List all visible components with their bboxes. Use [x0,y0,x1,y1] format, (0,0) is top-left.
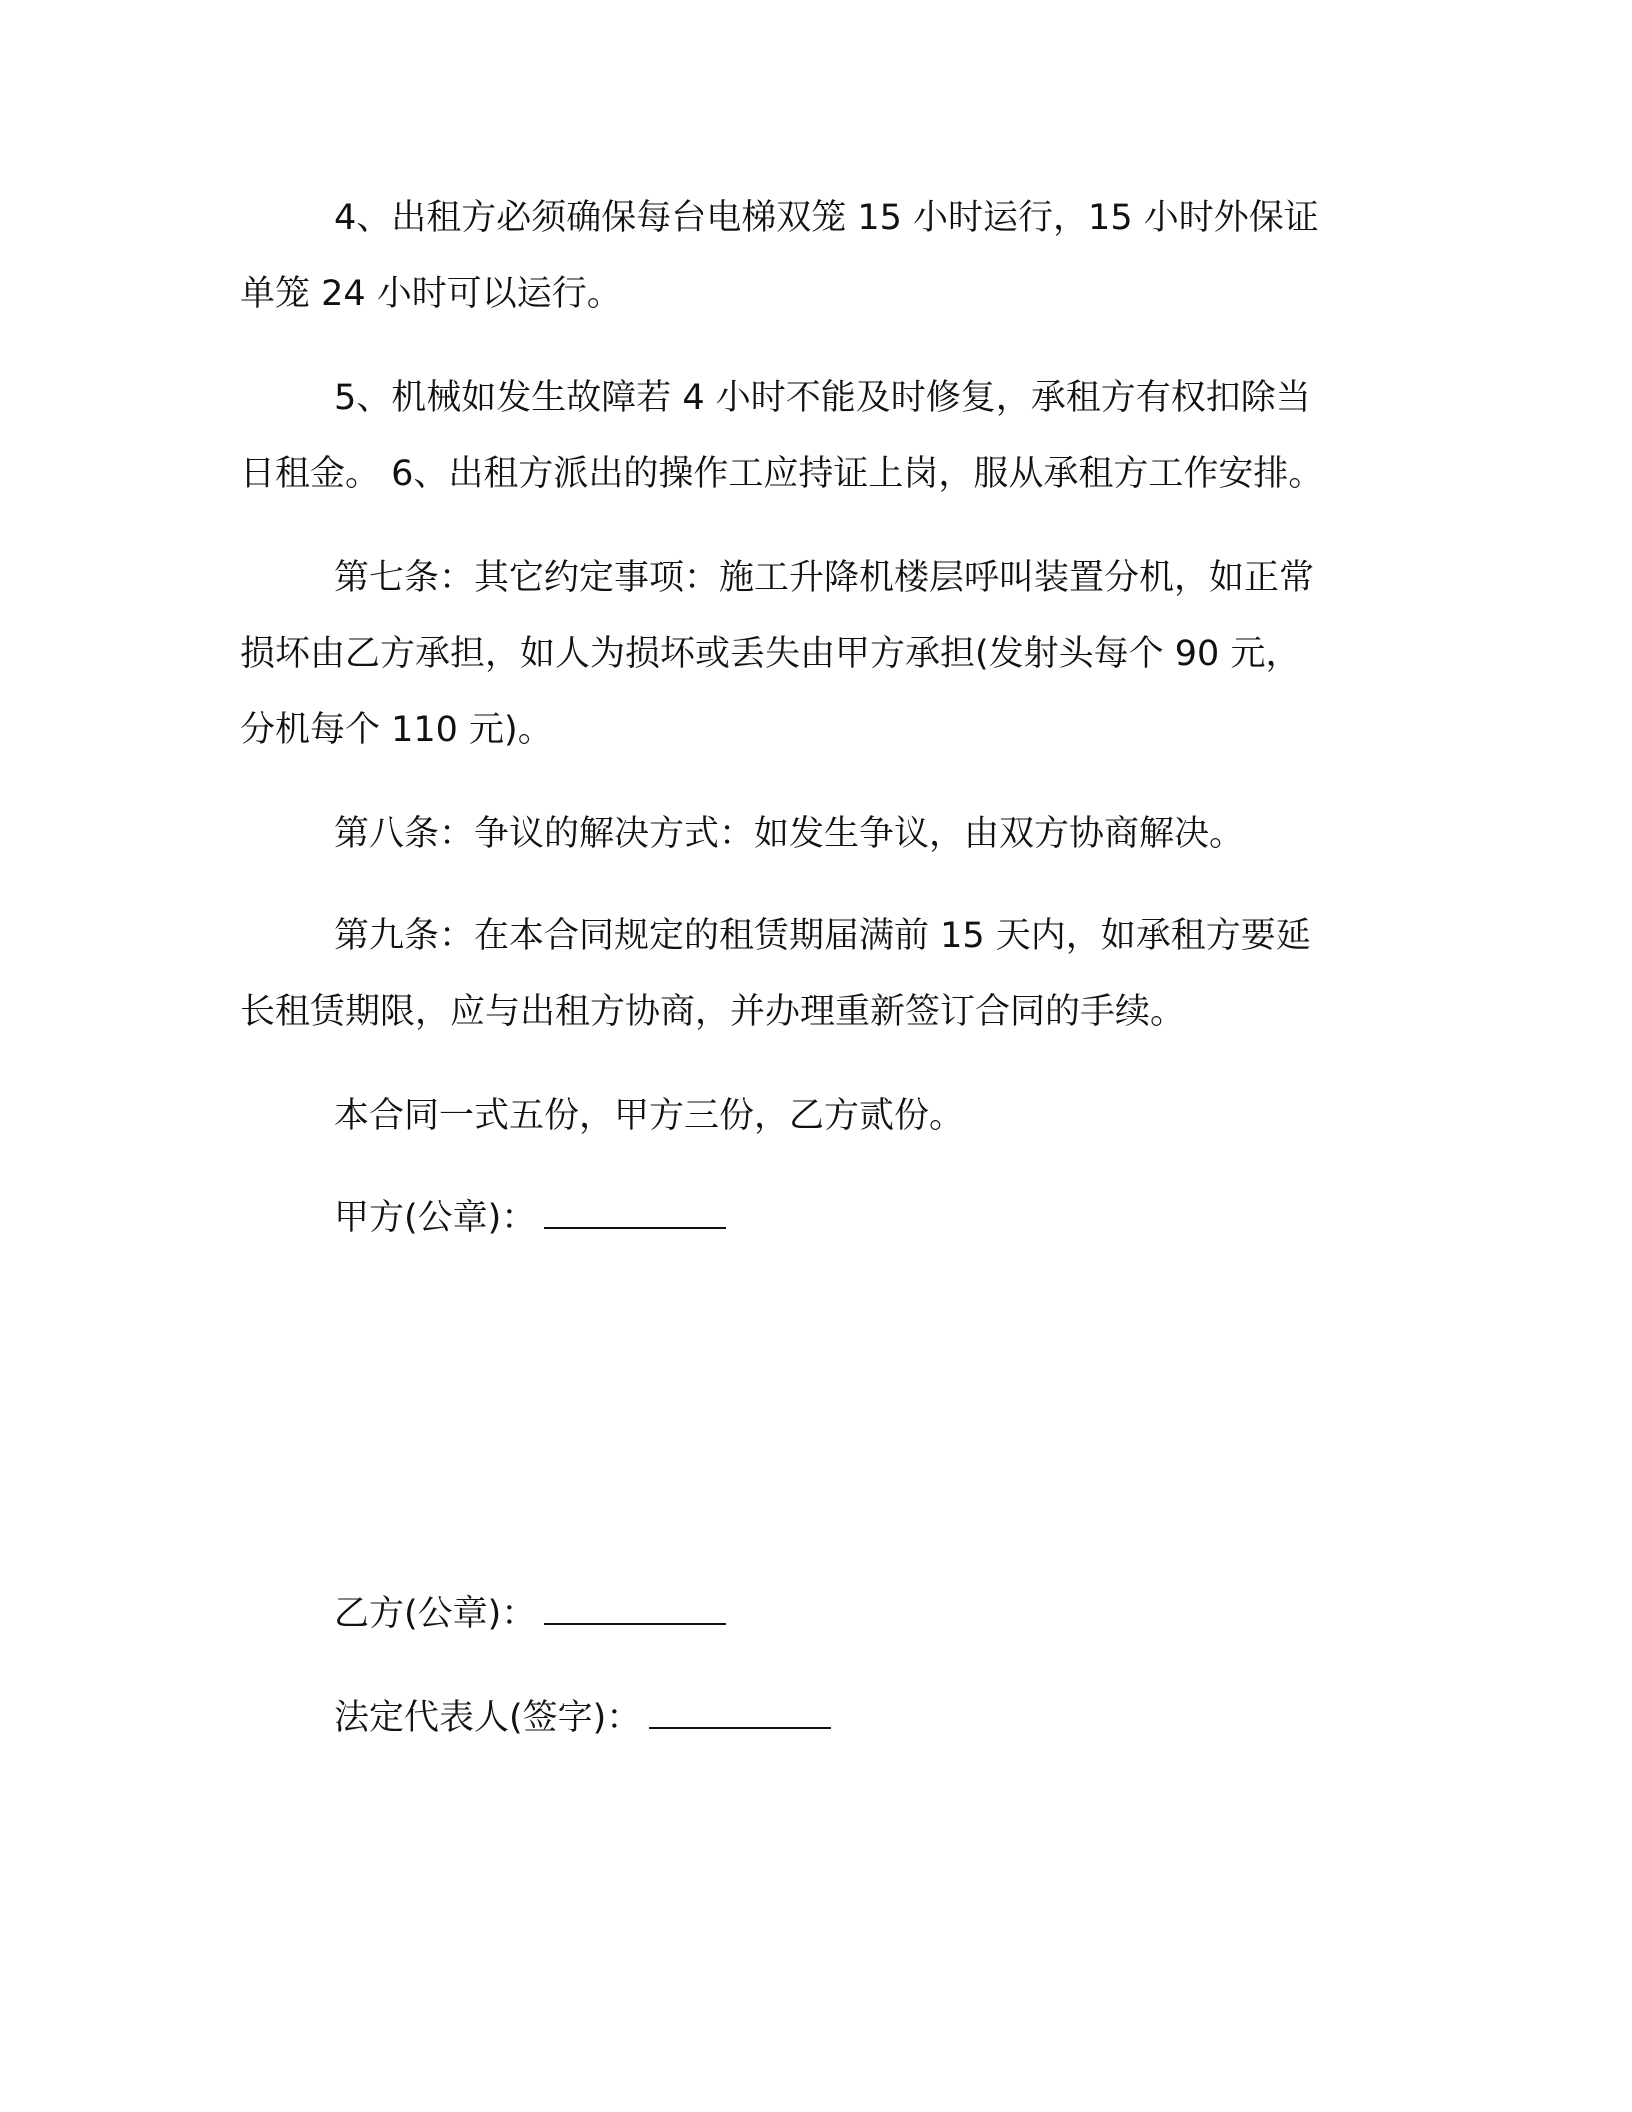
paragraph-4-line-1: 4、出租方必须确保每台电梯双笼 15 小时运行，15 小时外保证 [334,198,1319,238]
party-b-blank [544,1593,726,1625]
paragraph-5-line-2: 日租金。 6、出租方派出的操作工应持证上岗，服从承租方工作安排。 [240,454,1324,494]
party-a-label: 甲方(公章)： [334,1198,537,1238]
party-a-signature [334,1196,726,1240]
party-b-signature [334,1592,726,1636]
legal-rep-label: 法定代表人(签字)： [334,1698,642,1738]
article-9-line-2: 长租赁期限，应与出租方协商，并办理重新签订合同的手续。 [240,992,1186,1032]
legal-rep-signature [334,1696,831,1740]
party-b-label: 乙方(公章)： [334,1594,537,1634]
party-a-blank [544,1197,726,1229]
paragraph-5-line-1: 5、机械如发生故障若 4 小时不能及时修复，承租方有权扣除当 [334,378,1311,418]
article-7-line-3: 分机每个 110 元)。 [240,710,553,750]
article-7-line-2: 损坏由乙方承担，如人为损坏或丢失由甲方承担(发射头每个 90 元， [240,634,1301,674]
legal-rep-blank [649,1697,831,1729]
article-7-line-1: 第七条：其它约定事项：施工升降机楼层呼叫装置分机，如正常 [334,558,1315,598]
paragraph-4-line-2: 单笼 24 小时可以运行。 [240,274,622,314]
article-9-line-1: 第九条：在本合同规定的租赁期届满前 15 天内，如承租方要延 [334,916,1311,956]
copies-statement: 本合同一式五份，甲方三份，乙方贰份。 [334,1096,965,1136]
article-8-line-1: 第八条：争议的解决方式：如发生争议，由双方协商解决。 [334,814,1245,854]
